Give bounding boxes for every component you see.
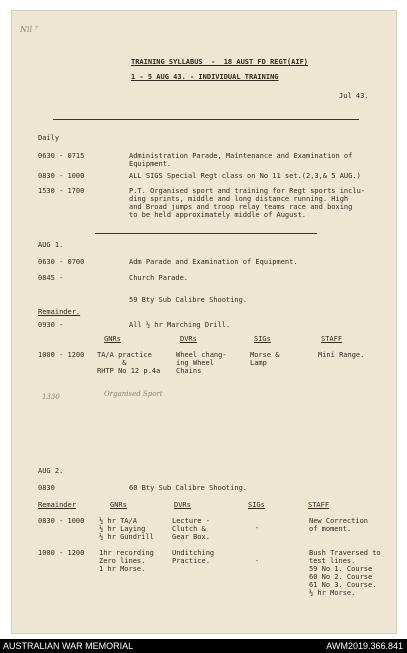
aug2-col-staff: STAFF — [308, 501, 330, 509]
aug1-col-gnrs: GNRs — [104, 335, 121, 343]
aug2-col-sigs: SIGs — [248, 501, 265, 509]
aug2-row1-sigs: - — [255, 524, 260, 532]
aug1-col-staff: STAFF — [321, 335, 343, 343]
daily-time-2: 0830 - 1000 — [38, 172, 85, 180]
handwritten-note: Nil ⁷ — [20, 25, 38, 34]
aug1-cell-gnrs: TA/A practice & RHTP No 12 p.4a — [97, 351, 161, 375]
section-divider — [95, 233, 317, 234]
aug1-drill-time: 0930 - — [38, 321, 64, 329]
aug1-text-2: Church Parade. — [129, 274, 189, 282]
footer-institution: AUSTRALIAN WAR MEMORIAL — [3, 641, 134, 651]
daily-text-3: P.T. Organised sport and training for Regt sports inclu- ding sprints, middle and long distance running. High and Broad jumps and troop relay teams race and boxing to be held approximately middle of August. — [129, 187, 366, 219]
aug1-text-1: Adm Parade and Examination of Equipment. — [129, 258, 298, 266]
aug2-row1-gnrs: ½ hr TA/A ½ hr Laying ½ hr Gundrill — [99, 517, 154, 541]
aug1-time-2: 0845 - — [38, 274, 64, 282]
footer-bar — [0, 639, 407, 653]
aug2-row2-dvrs: Unditching Practice. — [172, 549, 215, 565]
aug1-shooting: 59 Bty Sub Calibre Shooting. — [129, 296, 248, 304]
daily-text-1: Administration Parade, Maintenance and Examination of Equipment. — [129, 152, 353, 168]
document-title: TRAINING SYLLABUS - 18 AUST FD REGT(AIF) — [131, 58, 309, 66]
handwritten-organised-sport: Organised Sport — [104, 390, 163, 398]
section-label-daily: Daily — [38, 134, 60, 142]
daily-time-3: 1530 - 1700 — [38, 187, 85, 195]
aug1-drill-text: All ½ hr Marching Drill. — [129, 321, 231, 329]
aug1-time-1: 0630 - 0700 — [38, 258, 85, 266]
aug2-row2-time: 1000 - 1200 — [38, 549, 85, 557]
aug2-shoot-time: 0830 — [38, 484, 55, 492]
header-divider — [53, 119, 359, 120]
aug1-col-sigs: SIGs — [254, 335, 271, 343]
document-subtitle: 1 - 5 AUG 43. - INDIVIDUAL TRAINING — [131, 73, 279, 81]
daily-time-1: 0630 - 0715 — [38, 152, 85, 160]
section-label-aug2: AUG 2. — [38, 467, 64, 475]
aug2-shooting: 60 Bty Sub Calibre Shooting. — [129, 484, 248, 492]
section-label-aug1: AUG 1. — [38, 241, 64, 249]
daily-text-2: ALL SIGS Special Regt class on No 11 set.(2,3,& 5 AUG.) — [129, 172, 361, 180]
aug2-row2-staff: Bush Traversed to test lines. 59 No 1. Course 60 No 2. Course 61 No 3. Course. ½ hr Morse. — [309, 549, 381, 597]
aug2-row1-time: 0830 - 1000 — [38, 517, 85, 525]
aug2-row1-staff: New Correction of moment. — [309, 517, 369, 533]
footer-accession-number: AWM2019.366.841 — [326, 641, 403, 651]
aug1-cell-sigs: Morse & Lamp — [250, 351, 280, 367]
aug1-cell-dvrs: Wheel chang- ing Wheel Chains — [176, 351, 227, 375]
aug2-remainder-label: Remainder — [38, 501, 76, 509]
aug1-remainder-label: Remainder. — [38, 308, 81, 316]
aug2-col-gnrs: GNRs — [110, 501, 127, 509]
aug2-row1-dvrs: Lecture - Clutch & Gear Box. — [172, 517, 210, 541]
handwritten-time: 1330 — [42, 393, 60, 401]
aug1-row-time: 1000 - 1200 — [38, 351, 85, 359]
aug2-row2-gnrs: 1hr recording Zero lines. 1 hr Morse. — [99, 549, 154, 573]
aug2-col-dvrs: DVRs — [174, 501, 191, 509]
aug1-cell-staff: Mini Range. — [318, 351, 365, 359]
document-date: Jul 43. — [339, 92, 369, 100]
aug1-col-dvrs: DVRs — [180, 335, 197, 343]
aug2-row2-sigs: - — [255, 557, 260, 565]
